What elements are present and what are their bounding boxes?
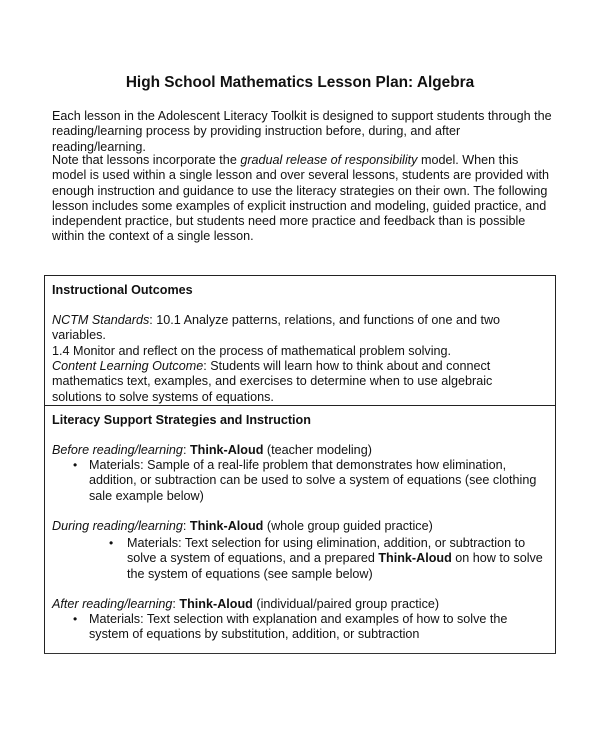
during-colon: : <box>182 519 190 533</box>
after-note: (individual/paired group practice) <box>252 597 440 611</box>
during-reading-line <box>52 519 542 534</box>
intro-p2-start: Note that lessons incorporate the <box>52 153 241 167</box>
nctm-line-2: 1.4 Monitor and reflect on the process of mathematical problem solving. <box>52 343 452 358</box>
during-strategy: Think-Aloud <box>189 519 264 533</box>
before-bullet-icon: • <box>73 458 78 472</box>
during-materials-end: on how to solve the system of equations (see sample below) <box>127 551 543 581</box>
during-label: During reading/learning <box>52 519 183 533</box>
clo-label: Content Learning Outcome <box>52 359 204 373</box>
before-reading-line <box>52 443 542 458</box>
after-reading-line <box>52 597 542 612</box>
page-title: High School Mathematics Lesson Plan: Algebra <box>125 74 475 91</box>
after-colon: : <box>172 597 180 611</box>
nctm-line-1: : 10.1 Analyze patterns, relations, and functions of one and two variables. <box>52 313 501 343</box>
table-bottom-rule <box>44 653 556 654</box>
after-label: After reading/learning <box>52 597 173 611</box>
intro-p2-rest: model. When this model is used within a single lesson and over several lessons, students are provided with enough instruction and guidance to use the literacy strategies on their own. The following lesson includes some examples of explicit instruction and modeling, guided practice, and independent practice, but students need more practice and feedback than is possible within the context of a single lesson. <box>52 153 550 244</box>
instructional-outcomes-box <box>44 275 556 406</box>
literacy-strategies-box <box>44 406 556 654</box>
intro-paragraph-2 <box>52 153 552 245</box>
intro-paragraph-1: Each lesson in the Adolescent Literacy Toolkit is designed to support students through the reading/learning process by providing instruction before, during, and after reading/learning. <box>52 109 552 154</box>
clo-text: : Students will learn how to think about and connect mathematics text, examples, and exercises to determine when to use algebraic solutions to solve systems of equations. <box>52 359 493 404</box>
content-learning-outcome <box>52 359 542 405</box>
nctm-label: NCTM Standards <box>52 313 150 327</box>
before-materials: Materials: Sample of a real-life problem that demonstrates how elimination, addition, or subtraction can be used to solve a system of equations (see clothing sale example below) <box>89 458 537 503</box>
before-colon: : <box>182 443 190 457</box>
during-materials-strategy: Think-Aloud <box>378 551 452 566</box>
during-note: (whole group guided practice) <box>263 519 433 533</box>
before-label: Before reading/learning <box>52 443 183 457</box>
during-materials <box>127 536 545 582</box>
after-bullet-icon: • <box>73 612 78 626</box>
before-note: (teacher modeling) <box>263 443 372 457</box>
during-bullet-icon: • <box>109 536 114 550</box>
during-materials-start: Materials: Text selection for using elimination, addition, or subtraction to solve a system of equations, and a prepared <box>127 536 526 566</box>
before-strategy: Think-Aloud <box>189 443 264 457</box>
nctm-standards <box>52 313 542 359</box>
gradual-release-term: gradual release of responsibility <box>240 153 418 167</box>
strategies-heading: Literacy Support Strategies and Instruction <box>52 413 311 427</box>
after-materials: Materials: Text selection with explanation and examples of how to solve the system of equations by substitution, addition, or subtraction <box>89 612 508 642</box>
after-strategy: Think-Aloud <box>179 597 253 611</box>
outcomes-heading: Instructional Outcomes <box>52 283 193 297</box>
